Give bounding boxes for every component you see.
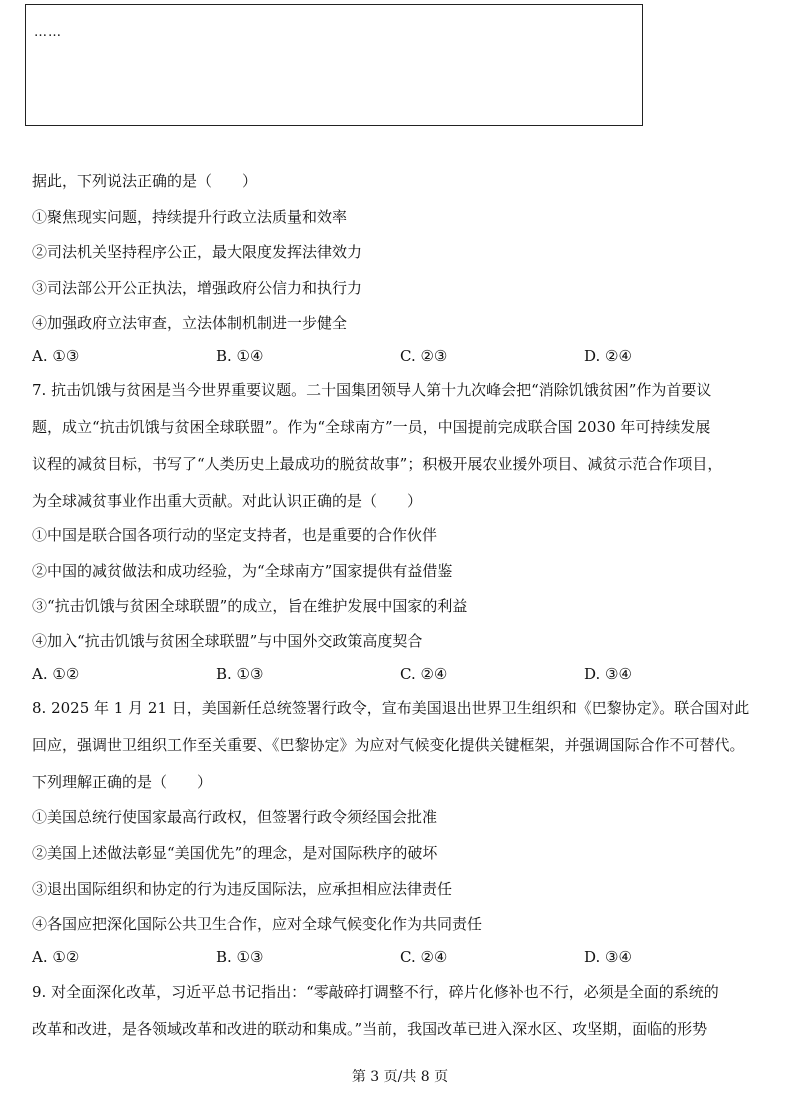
material-ellipsis: …… bbox=[34, 25, 62, 40]
q7-item-2: ②中国的减贫做法和成功经验，为“全球南方”国家提供有益借鉴 bbox=[32, 562, 453, 580]
q7-option-b: B. ①③ bbox=[216, 665, 264, 683]
q6-item-3: ③司法部公开公正执法，增强政府公信力和执行力 bbox=[32, 279, 363, 297]
q6-option-c: C. ②③ bbox=[400, 347, 448, 365]
q8-stem-line-3: 下列理解正确的是（ ） bbox=[32, 773, 213, 791]
q6-stem: 据此，下列说法正确的是（ ） bbox=[32, 172, 258, 190]
q7-stem-line-4: 为全球减贫事业作出重大贡献。对此认识正确的是（ ） bbox=[32, 492, 423, 510]
q8-option-d: D. ③④ bbox=[584, 948, 632, 966]
q8-item-4: ④各国应把深化国际公共卫生合作，应对全球气候变化作为共同责任 bbox=[32, 915, 483, 933]
q7-stem-line-1: 7. 抗击饥饿与贫困是当今世界重要议题。二十国集团领导人第十九次峰会把“消除饥饿贫困”作为首要议 bbox=[32, 381, 712, 399]
q9-stem bbox=[32, 974, 770, 1048]
q8-item-1: ①美国总统行使国家最高行政权，但签署行政令须经国会批准 bbox=[32, 808, 438, 826]
q8-option-c: C. ②④ bbox=[400, 948, 448, 966]
q7-stem-line-3: 议程的减贫目标，书写了“人类历史上最成功的脱贫故事”；积极开展农业援外项目、减贫示范合作项目， bbox=[32, 455, 723, 473]
q7-option-a: A. ①② bbox=[32, 665, 80, 683]
q7-stem-line-2: 题，成立“抗击饥饿与贫困全球联盟”。作为“全球南方”一员，中国提前完成联合国 2030 年可持续发展 bbox=[32, 418, 711, 436]
page-number: 第 3 页/共 8 页 bbox=[351, 1069, 449, 1085]
q6-item-1: ①聚焦现实问题，持续提升行政立法质量和效率 bbox=[32, 208, 348, 226]
q8-item-2: ②美国上述做法彰显“美国优先”的理念，是对国际秩序的破坏 bbox=[32, 844, 438, 862]
q8-item-3: ③退出国际组织和协定的行为违反国际法，应承担相应法律责任 bbox=[32, 880, 453, 898]
q6-item-2: ②司法机关坚持程序公正，最大限度发挥法律效力 bbox=[32, 243, 363, 261]
q8-stem bbox=[32, 690, 770, 801]
q7-item-3: ③“抗击饥饿与贫困全球联盟”的成立，旨在维护发展中国家的利益 bbox=[32, 597, 468, 615]
q8-stem-line-1: 8. 2025 年 1 月 21 日，美国新任总统签署行政令，宣布美国退出世界卫生组织和《巴黎协定》。联合国对此 bbox=[32, 699, 750, 717]
q7-item-1: ①中国是联合国各项行动的坚定支持者，也是重要的合作伙伴 bbox=[32, 526, 438, 544]
q7-option-c: C. ②④ bbox=[400, 665, 448, 683]
q6-option-a: A. ①③ bbox=[32, 347, 80, 365]
q7-stem bbox=[32, 372, 770, 520]
material-box bbox=[25, 4, 643, 126]
q6-option-b: B. ①④ bbox=[216, 347, 264, 365]
q8-option-b: B. ①③ bbox=[216, 948, 264, 966]
q6-option-d: D. ②④ bbox=[584, 347, 632, 365]
q6-item-4: ④加强政府立法审查，立法体制机制进一步健全 bbox=[32, 314, 348, 332]
q8-stem-line-2: 回应，强调世卫组织工作至关重要、《巴黎协定》为应对气候变化提供关键框架，并强调国际合作不可替代。 bbox=[32, 736, 745, 754]
q7-option-d: D. ③④ bbox=[584, 665, 632, 683]
q9-stem-line-1: 9. 对全面深化改革，习近平总书记指出：“零敲碎打调整不行，碎片化修补也不行，必须是全面的系统的 bbox=[32, 983, 719, 1001]
q9-stem-line-2: 改革和改进，是各领域改革和改进的联动和集成。”当前，我国改革已进入深水区、攻坚期，面临的形势 bbox=[32, 1020, 708, 1038]
q7-item-4: ④加入“抗击饥饿与贫困全球联盟”与中国外交政策高度契合 bbox=[32, 632, 423, 650]
q8-option-a: A. ①② bbox=[32, 948, 80, 966]
